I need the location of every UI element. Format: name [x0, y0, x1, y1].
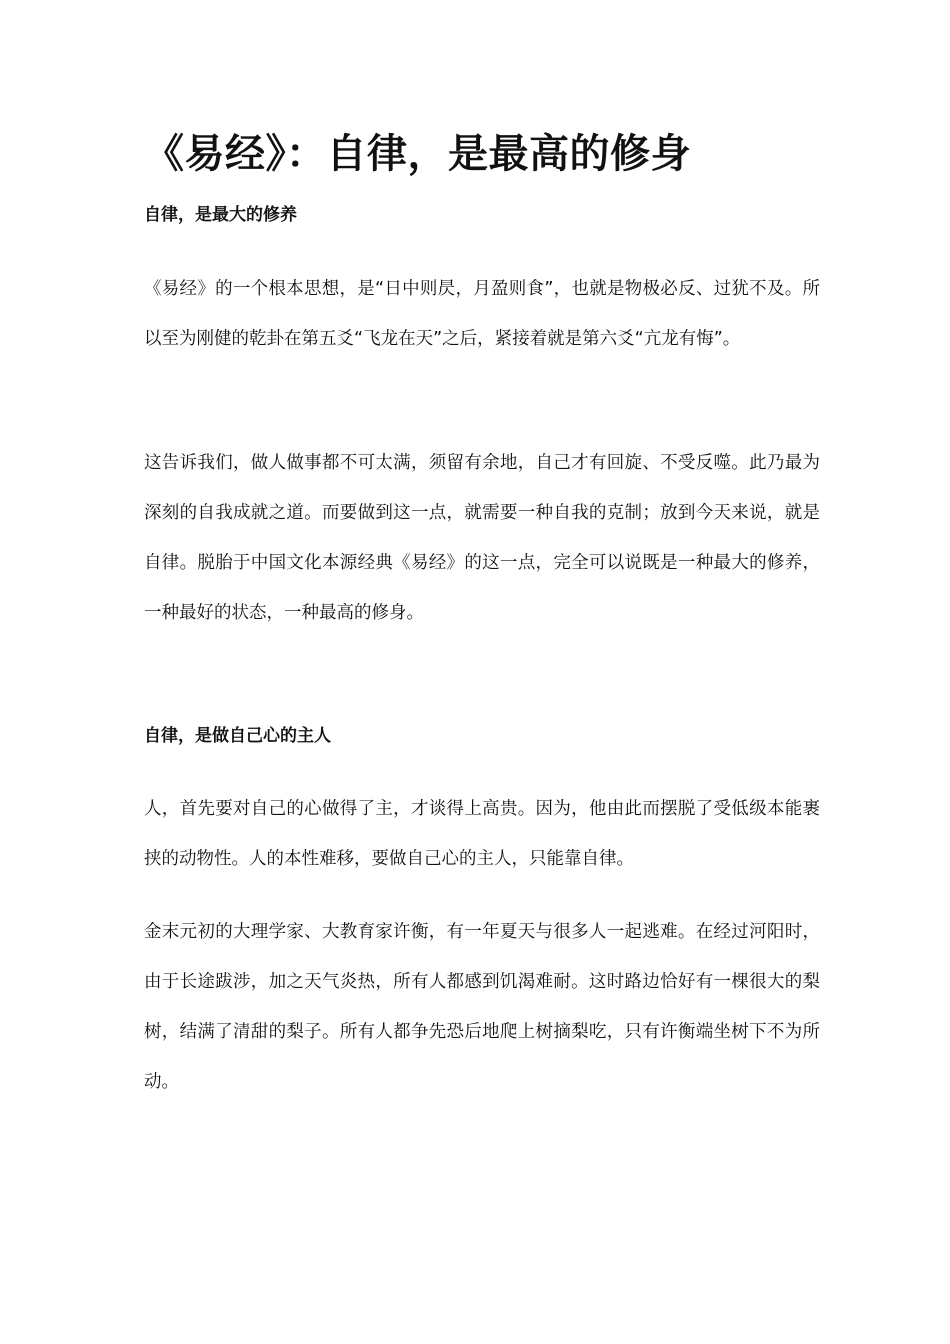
- paragraph: 这告诉我们，做人做事都不可太满，须留有余地，自己才有回旋、不受反噬。此乃最为深刻的自我成就之道。而要做到这一点，就需要一种自我的克制；放到今天来说，就是自律。脱胎于中国文化本源经典《易经》的这一点，完全可以说既是一种最大的修养，一种最好的状态，一种最高的修身。: [144, 453, 820, 623]
- paragraph: 《易经》的一个根本思想，是“日中则昃，月盈则食”，也就是物极必反、过犹不及。所以至为刚健的乾卦在第五爻“飞龙在天”之后，紧接着就是第六爻“亢龙有悔”。: [144, 279, 820, 349]
- paragraph: 金末元初的大理学家、大教育家许衡，有一年夏天与很多人一起逃难。在经过河阳时，由于长途跋涉，加之天气炎热，所有人都感到饥渴难耐。这时路边恰好有一棵很大的梨树，结满了清甜的梨子。所有人都争先恐后地爬上树摘梨吃，只有许衡端坐树下不为所动。: [144, 922, 820, 1092]
- page-title: 《易经》：自律，是最高的修身: [144, 131, 691, 177]
- section-heading: 自律，是做自己心的主人: [144, 726, 331, 746]
- section-heading: 自律，是最大的修养: [144, 205, 297, 225]
- paragraph: 人，首先要对自己的心做得了主，才谈得上高贵。因为，他由此而摆脱了受低级本能裹挟的动物性。人的本性难移，要做自己心的主人，只能靠自律。: [144, 799, 820, 869]
